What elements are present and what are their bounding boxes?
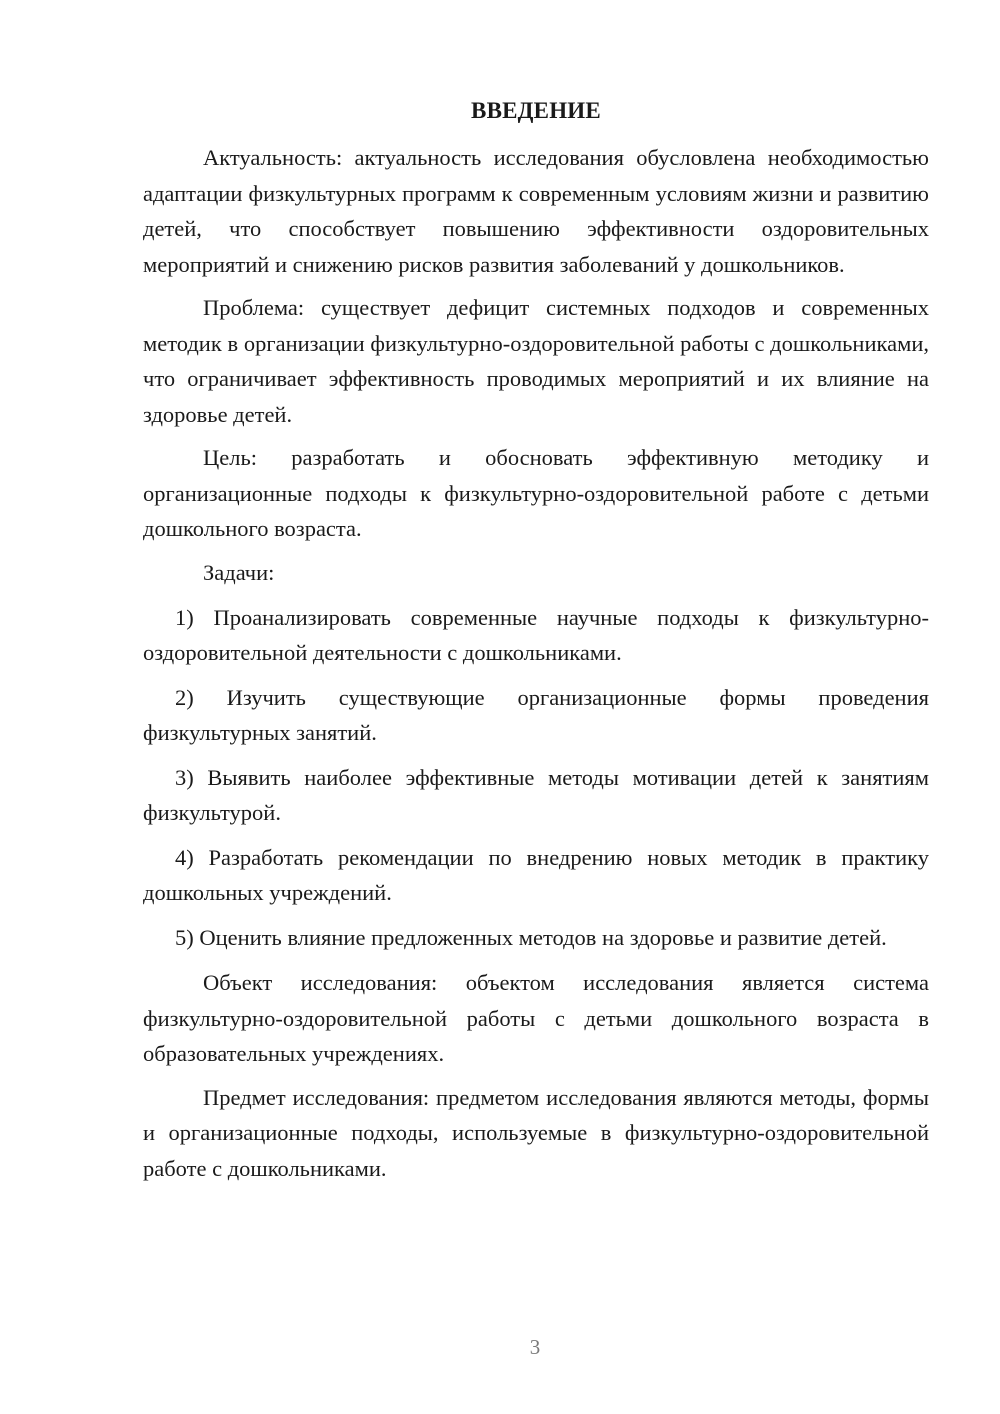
paragraph-relevance: Актуальность: актуальность исследования обусловлена необходимостью адаптации физкультурных программ к современным условиям жизни и развитию детей, что способствует повышению эффективности оздоровительных мероприятий и снижению рисков развития заболеваний у дошкольников.: [143, 145, 929, 277]
tasks-heading: Задачи:: [203, 559, 275, 585]
task-item: 2) Изучить существующие организационные формы проведения физкультурных занятий.: [143, 685, 929, 745]
paragraph-subject: Предмет исследования: предметом исследования являются методы, формы и организационные подходы, используемые в физкультурно-оздоровительной работе с дошкольниками.: [143, 1084, 929, 1181]
paragraph-object: Объект исследования: объектом исследования является система физкультурно-оздоровительной работы с детьми дошкольного возраста в образовательных учреждениях.: [143, 970, 929, 1066]
task-item: 3) Выявить наиболее эффективные методы мотивации детей к занятиям физкультурой.: [143, 765, 929, 825]
page-content: [143, 93, 929, 1194]
page-title: ВВЕДЕНИЕ: [471, 98, 601, 123]
task-item: 1) Проанализировать современные научные подходы к физкультурно-оздоровительной деятельности с дошкольниками.: [143, 605, 929, 665]
paragraph-goal: Цель: разработать и обосновать эффективную методику и организационные подходы к физкультурно-оздоровительной работе с детьми дошкольного возраста.: [143, 445, 929, 541]
task-item: 5) Оценить влияние предложенных методов на здоровье и развитие детей.: [175, 925, 887, 950]
page-number: 3: [529, 1335, 541, 1359]
task-item: 4) Разработать рекомендации по внедрению новых методик в практику дошкольных учреждений.: [143, 845, 929, 905]
paragraph-problem: Проблема: существует дефицит системных подходов и современных методик в организации физкультурно-оздоровительной работы с дошкольниками, что ограничивает эффективность проводимых мероприятий и их влияние на здоровье детей.: [143, 295, 929, 427]
